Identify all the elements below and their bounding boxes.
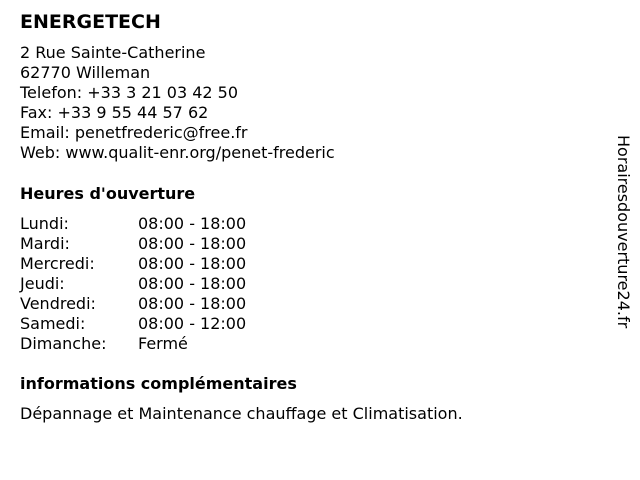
- hours-row-tuesday: [20, 234, 600, 254]
- hours-row-wednesday: [20, 254, 600, 274]
- time-value: 08:00 - 18:00: [138, 254, 247, 273]
- day-label: Jeudi:: [20, 274, 65, 293]
- time-value: 08:00 - 12:00: [138, 314, 247, 333]
- day-label: Mercredi:: [20, 254, 95, 273]
- city-address: 62770 Willeman: [20, 63, 151, 82]
- contact-block: [20, 43, 600, 163]
- hours-row-thursday: [20, 274, 600, 294]
- phone-number: Telefon: +33 3 21 03 42 50: [20, 83, 239, 102]
- day-label: Samedi:: [20, 314, 86, 333]
- hours-row-saturday: [20, 314, 600, 334]
- time-value: 08:00 - 18:00: [138, 274, 247, 293]
- hours-row-monday: [20, 214, 600, 234]
- time-value: 08:00 - 18:00: [138, 294, 247, 313]
- site-watermark-text: Horairesdouverture24.fr: [614, 135, 633, 329]
- day-label: Dimanche:: [20, 334, 107, 353]
- business-card: [20, 10, 600, 424]
- hours-heading: Heures d'ouverture: [20, 184, 196, 203]
- info-description: Dépannage et Maintenance chauffage et Climatisation.: [20, 404, 463, 423]
- email-address: Email: penetfrederic@free.fr: [20, 123, 248, 142]
- time-value: 08:00 - 18:00: [138, 214, 247, 233]
- day-label: Mardi:: [20, 234, 70, 253]
- day-label: Vendredi:: [20, 294, 96, 313]
- info-heading: informations complémentaires: [20, 374, 297, 393]
- website-url: Web: www.qualit-enr.org/penet-frederic: [20, 143, 335, 162]
- street-address: 2 Rue Sainte-Catherine: [20, 43, 206, 62]
- hours-row-friday: [20, 294, 600, 314]
- company-name: ENERGETECH: [20, 11, 161, 33]
- hours-table: [20, 214, 600, 354]
- time-value: Fermé: [138, 334, 188, 353]
- fax-number: Fax: +33 9 55 44 57 62: [20, 103, 209, 122]
- day-label: Lundi:: [20, 214, 69, 233]
- time-value: 08:00 - 18:00: [138, 234, 247, 253]
- hours-row-sunday: [20, 334, 600, 354]
- site-watermark: [613, 135, 633, 375]
